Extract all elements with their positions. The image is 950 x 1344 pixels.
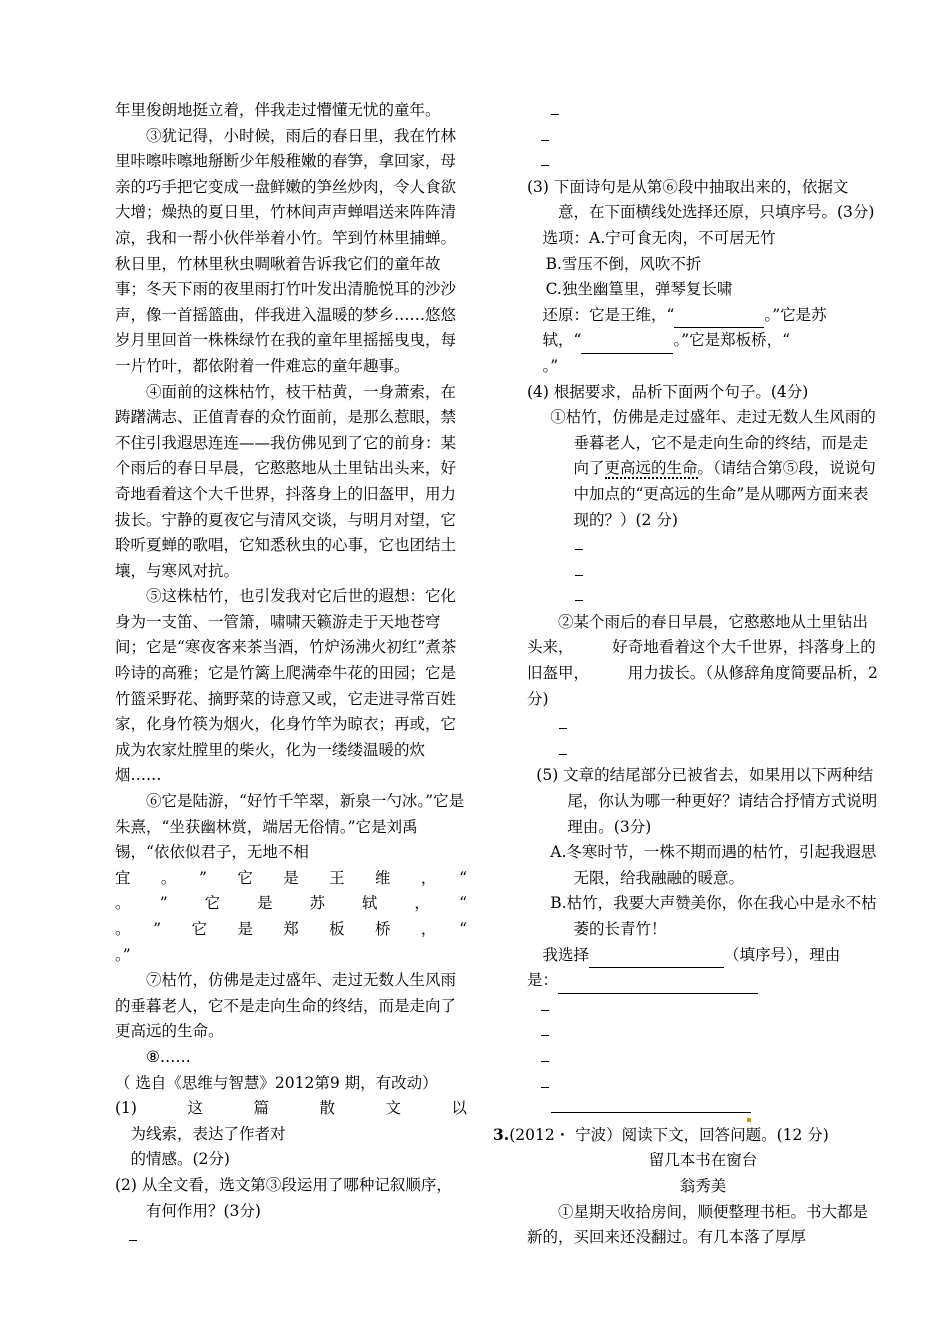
- restore-text: 。”它是郑板桥，“: [673, 331, 791, 350]
- option-a: 选项：A.宁可食无肉，不可居无竹: [542, 228, 776, 247]
- right-column: [493, 98, 879, 1251]
- answer-line[interactable]: [527, 98, 879, 124]
- fill-blank[interactable]: [581, 333, 673, 354]
- article-author: 翁秀美: [679, 1176, 727, 1195]
- paragraph-5: ⑤这株枯竹，也引发我对它后世的遐想：它化身为一支笛、一管箫，啸啸天籁游走于天地苍穹间；它是“寒夜客来茶当酒，竹炉汤沸火初红”煮茶吟诗的高雅；它是竹篱上爬满牵牛花的田园；它是竹篮采野花、摘野菜的诗意又或，它走进寻常百姓家，化身竹筷为烟火，化身竹竿为晾衣；再或，它成为农家灶膛里的柴火，化为一缕缕温暖的炊烟……: [115, 587, 457, 785]
- sentence-text: ①枯竹，仿佛是走过盛年、走过无数人生风雨的垂暮老人，它不是走向生命的终结，而是走向了: [550, 408, 876, 478]
- text-line: 年里俊朗地挺立着，伴我走过懵懂无忧的童年。: [115, 101, 441, 119]
- answer-line[interactable]: [527, 1045, 879, 1071]
- answer-line[interactable]: [115, 1224, 467, 1250]
- paragraph-6-line: 宜 。 ” 它 是 王 维 ， “: [115, 868, 467, 887]
- article-title: 留几本书在窗台: [648, 1151, 758, 1170]
- question-4-sentence-1: [527, 405, 879, 533]
- restore-text: 。”它是苏: [764, 305, 827, 324]
- choose-text: 是：: [527, 971, 559, 990]
- choose-text: 我选择: [542, 945, 590, 964]
- restore-line: [527, 303, 879, 329]
- fill-blank[interactable]: [589, 947, 724, 968]
- paragraph-6-line: 。 ” 它 是 苏 轼 ， “: [115, 894, 467, 913]
- answer-line[interactable]: [527, 559, 879, 585]
- paragraph-6: ⑥它是陆游，“好竹千竿翠，新泉一勺冰。”它是朱熹，“坐获幽林赏，端居无俗情。”它是刘禹锡，“依依似君子，无地不相: [115, 792, 465, 862]
- question-1: (1) 这 篇 散 文 以: [115, 1099, 467, 1118]
- dotted-phrase: 更高远的生命: [604, 459, 698, 478]
- answer-line[interactable]: [527, 149, 879, 175]
- restore-line: [527, 328, 879, 354]
- answer-line[interactable]: [527, 124, 879, 150]
- answer-line[interactable]: [527, 994, 879, 1020]
- paragraph-7: ⑦枯竹，仿佛是走过盛年、走过无数人生风雨的垂暮老人，它不是走向生命的终结，而是走向了更高远的生命。: [115, 971, 457, 1041]
- restore-text: 还原：它是王维，“: [542, 305, 675, 324]
- choose-text: （填序号），理由: [724, 945, 841, 964]
- sentence-text: 。（请结合第⑤段，说说句中加点的“更高远的生命”是从哪两方面来表现的？）(2 分): [573, 459, 876, 529]
- restore-line: 。”: [542, 356, 559, 375]
- restore-text: 轼，“: [542, 331, 582, 350]
- section-header: [493, 1122, 879, 1149]
- article-paragraph-1: ①星期天收拾房间，顺便整理书柜。书大都是新的，买回来还没翻过。有几本落了厚厚: [527, 1202, 869, 1247]
- option-b: B.枯竹，我要大声赞美你，你在我心中是永不枯萎的长青竹！: [550, 894, 877, 938]
- option-a: A.冬寒时节，一株不期而遇的枯竹，引起我遐思无限，给我融融的暖意。: [550, 843, 877, 887]
- answer-line[interactable]: [527, 1071, 879, 1097]
- question-1-line: 的情感。(2分): [130, 1150, 230, 1169]
- paragraph-8: ⑧……: [146, 1047, 191, 1066]
- question-1-line: 为线索，表达了作者对: [130, 1124, 286, 1143]
- choose-line: [527, 968, 879, 994]
- source-note: （ 选自《思维与智慧》2012第9 期，有改动）: [115, 1073, 438, 1092]
- choose-line: [527, 943, 879, 969]
- question-4-sentence-2: ②某个雨后的春日早晨，它憨憨地从土里钻出头来， 好奇地看着这个大千世界，抖落身上的旧盔甲， 用力拔长。（从修辞角度简要品析，2 分): [527, 612, 878, 708]
- fill-blank[interactable]: [674, 307, 764, 328]
- left-column: [115, 98, 467, 1250]
- paragraph-6-line: 。 ” 它 是 郑 板 桥 ， “: [115, 920, 467, 938]
- question-5: (5) 文章的结尾部分已被省去，如果用以下两种结尾，你认为哪一种更好？请结合抒情方式说明理由。(3分): [536, 766, 878, 836]
- paragraph-6-end: 。”: [115, 945, 131, 964]
- question-3: (3) 下面诗句是从第⑥段中抽取出来的，依据文意，在下面横线处选择还原，只填序号。(3分): [527, 177, 875, 222]
- answer-line[interactable]: [527, 738, 879, 764]
- question-number: 3.: [493, 1124, 510, 1144]
- option-c: C.独坐幽篁里，弹琴复长啸: [545, 280, 733, 299]
- paragraph-3: ③犹记得，小时候，雨后的春日里，我在竹林里咔嚓咔嚓地掰断少年般稚嫩的春笋，拿回家，母亲的巧手把它变成一盘鲜嫩的笋丝炒肉，令人食欲大增；燥热的夏日里，竹林间声声蝉唱送来阵阵清凉，我和一帮小伙伴举着小竹。竿到竹林里捕蝉。秋日里，竹林里秋虫啁啾着告诉我它们的童年故事；冬天下雨的夜里雨打竹叶发出清脆悦耳的沙沙声，像一首摇篮曲，伴我进入温暖的梦乡……悠悠岁月里回首一株株绿竹在我的童年里摇摇曳曳，每一片竹叶，都依附着一件难忘的童年趣事。: [115, 126, 457, 375]
- answer-line[interactable]: [527, 584, 879, 610]
- paragraph-4: ④面前的这株枯竹，枝干枯黄，一身萧索，在踌躇满志、正值青春的众竹面前，是那么惹眼，禁不住引我遐思连连——我仿佛见到了它的前身：某个雨后的春日早晨，它憨憨地从土里钻出头来，好奇地看着这个大千世界，抖落身上的旧盔甲，用力拔长。宁静的夏夜它与清风交谈，与明月对望，它聆听夏蝉的歌唱，它知悉秋虫的心事，它也团结土壤，与寒风对抗。: [115, 382, 457, 580]
- fill-blank[interactable]: [558, 973, 758, 994]
- answer-line-long[interactable]: [527, 1096, 879, 1122]
- answer-line[interactable]: [527, 712, 879, 738]
- answer-line[interactable]: [527, 533, 879, 559]
- option-b: B.雪压不倒，风吹不折: [545, 254, 702, 273]
- answer-line[interactable]: [527, 1019, 879, 1045]
- question-4: (4) 根据要求，品析下面两个句子。(4分): [527, 382, 809, 401]
- question-2: (2) 从全文看，选文第③段运用了哪种记叙顺序，有何作用？(3分): [115, 1175, 452, 1220]
- section-header-text: (2012・ 宁波）阅读下文，回答问题。(12 分): [509, 1125, 829, 1144]
